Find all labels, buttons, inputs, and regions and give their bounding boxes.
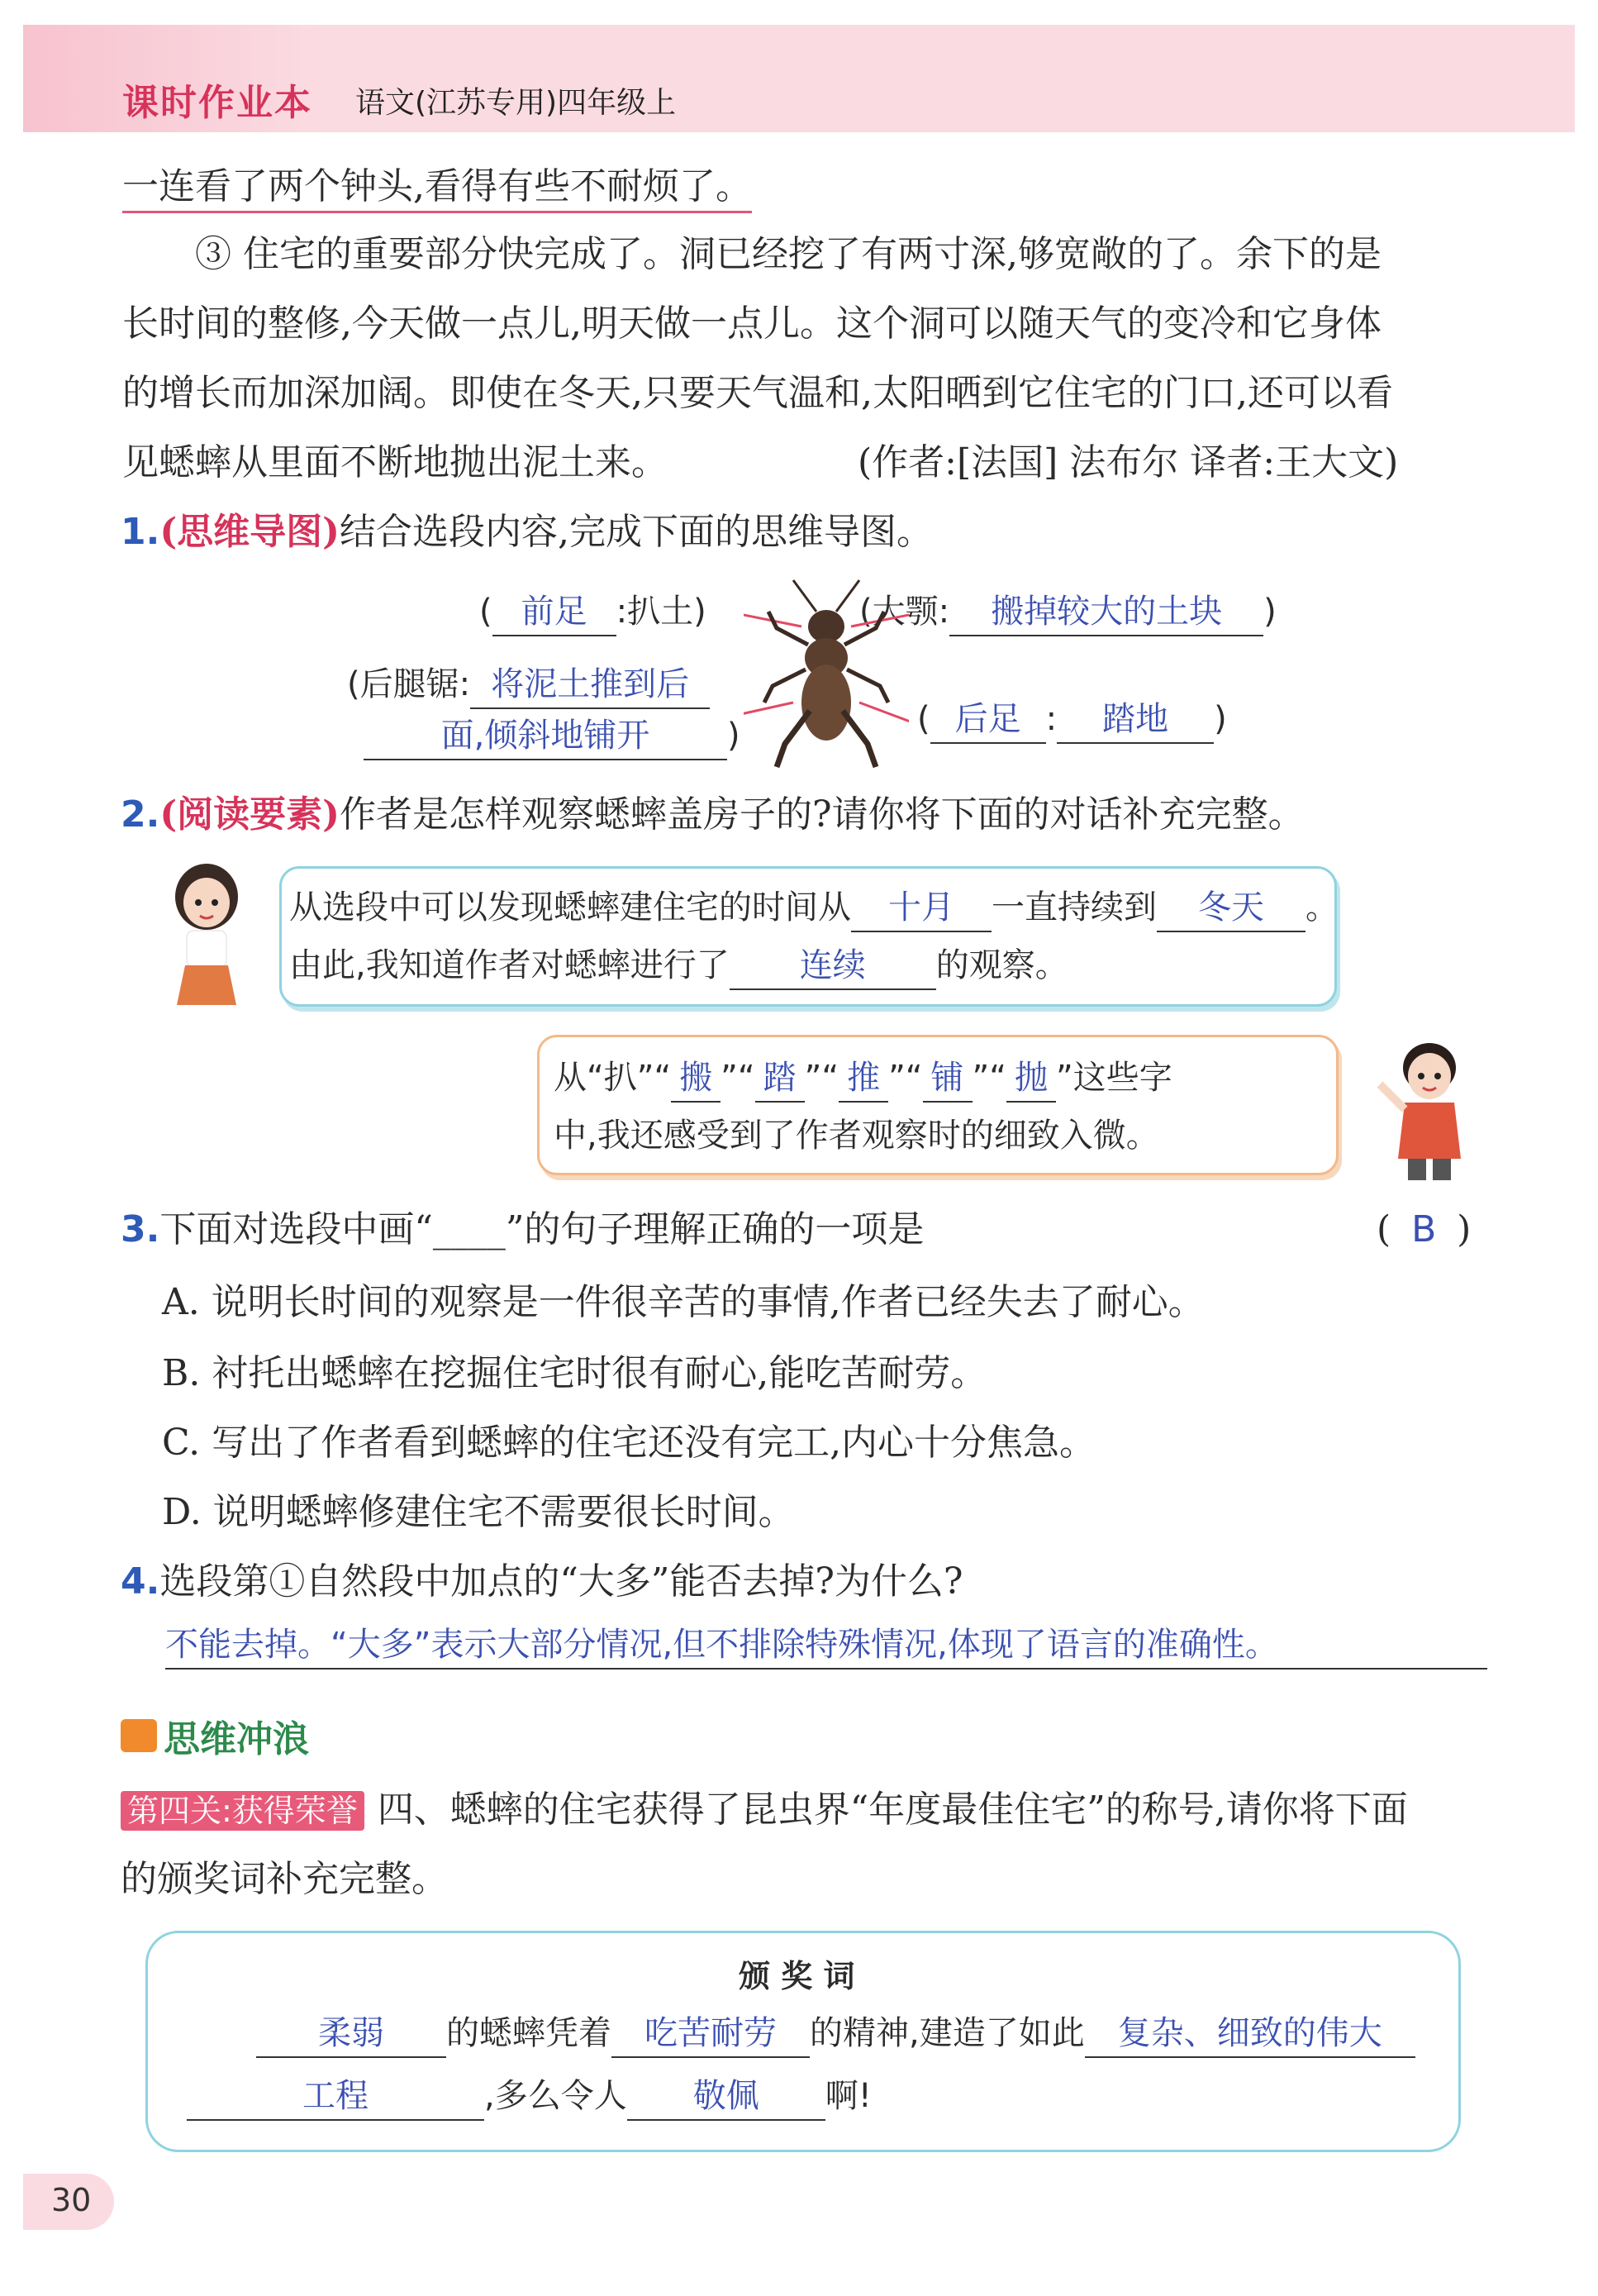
- award-line1: 柔弱 的蟋蟀凭着 吃苦耐劳 的精神,建造了如此 复杂、细致的伟大: [256, 2010, 1415, 2058]
- q4-answer: 不能去掉。“大多”表示大部分情况,但不排除特殊情况,体现了语言的准确性。: [165, 1626, 1278, 1664]
- q3-answer-box: ( B ): [1377, 1205, 1471, 1255]
- section-wave-icon: [121, 1719, 157, 1752]
- section-task-line2: 的颁奖词补充完整。: [121, 1858, 448, 1900]
- answer-verb-3[interactable]: 推: [839, 1055, 888, 1103]
- q1-prompt: 1.(思维导图)结合选段内容,完成下面的思维导图。: [121, 511, 933, 553]
- q3-option-d[interactable]: D. 说明蟋蟀修建住宅不需要很长时间。: [162, 1491, 795, 1533]
- q3-answer[interactable]: B: [1411, 1208, 1437, 1250]
- passage-line-0: 一连看了两个钟头,看得有些不耐烦了。: [122, 162, 752, 212]
- q4-answer-line[interactable]: [165, 1622, 1487, 1670]
- mindmap-node-hind-leg-saw-2: 面,倾斜地铺开 ): [364, 712, 740, 760]
- cricket-icon: [744, 579, 909, 769]
- answer-end-season[interactable]: 冬天: [1157, 884, 1306, 932]
- answer-hind-leg-saw-2[interactable]: 面,倾斜地铺开: [364, 712, 727, 760]
- bubble2-line2: 中,我还感受到了作者观察时的细致入微。: [554, 1117, 1159, 1155]
- answer-hind-feet[interactable]: 后足: [930, 696, 1046, 744]
- answer-verb-2[interactable]: 踏: [755, 1055, 805, 1103]
- bubble1-line2: 由此,我知道作者对蟋蟀进行了 连续 的观察。: [289, 942, 1068, 990]
- mindmap-node-hind-leg-saw: (后腿锯: 将泥土推到后: [347, 661, 710, 709]
- award-answer-3[interactable]: 复杂、细致的伟大: [1085, 2010, 1415, 2058]
- page-number: 30: [51, 2182, 92, 2218]
- award-title: 颁 奖 词: [739, 1958, 855, 1994]
- passage-line-4: 见蟋蟀从里面不断地抛出泥土来。: [122, 441, 668, 483]
- passage-line-3: 的增长而加深加阔。即使在冬天,只要天气温和,太阳晒到它住宅的门口,还可以看: [122, 372, 1393, 414]
- book-subtitle: 语文(江苏专用)四年级上: [355, 86, 677, 120]
- mindmap-node-front-legs: ( 前足 :扒土): [479, 588, 706, 636]
- q2-number: 2.: [121, 793, 160, 836]
- arrow-hind-leg: [744, 703, 793, 719]
- bubble1-line1: 从选段中可以发现蟋蟀建住宅的时间从 十月 一直持续到 冬天 。: [289, 884, 1339, 932]
- q3-option-a[interactable]: A. 说明长时间的观察是一件很辛苦的事情,作者已经失去了耐心。: [162, 1281, 1205, 1323]
- q3-option-c[interactable]: C. 写出了作者看到蟋蟀的住宅还没有完工,内心十分焦急。: [162, 1422, 1096, 1464]
- answer-start-month[interactable]: 十月: [851, 884, 992, 932]
- level-tag: 第四关:获得荣誉: [121, 1791, 364, 1831]
- bubble2-line1: 从“扒”“ 搬 ”“ 踏 ”“ 推 ”“ 铺 ”“ 抛 ”这些字: [554, 1055, 1172, 1103]
- q1-number: 1.: [121, 511, 160, 553]
- mindmap-node-hind-feet: ( 后足 : 踏地 ): [917, 696, 1227, 744]
- answer-front-legs[interactable]: 前足: [492, 588, 616, 636]
- award-answer-1[interactable]: 柔弱: [256, 2010, 446, 2058]
- award-answer-2[interactable]: 吃苦耐劳: [611, 2010, 810, 2058]
- girl-avatar: [157, 860, 256, 1008]
- q4-prompt: 4.选段第①自然段中加点的“大多”能否去掉?为什么?: [121, 1560, 963, 1603]
- answer-verb-4[interactable]: 铺: [923, 1055, 973, 1103]
- boy-avatar: [1372, 1035, 1487, 1184]
- arrow-hind-feet: [859, 703, 909, 727]
- award-answer-4[interactable]: 工程: [187, 2073, 484, 2121]
- mindmap-node-jaw: (大颚: 搬掉较大的土块 ): [859, 588, 1277, 636]
- section-title: 思维冲浪: [164, 1718, 309, 1760]
- answer-hind-leg-saw-1[interactable]: 将泥土推到后: [470, 661, 710, 709]
- answer-jaw[interactable]: 搬掉较大的土块: [949, 588, 1263, 636]
- passage-line-1: ③ 住宅的重要部分快完成了。洞已经挖了有两寸深,够宽敞的了。余下的是: [195, 233, 1382, 275]
- q4-number: 4.: [121, 1560, 160, 1603]
- brand-title: 课时作业本: [122, 82, 312, 124]
- award-line2: 工程 ,多么令人 敬佩 啊!: [187, 2073, 872, 2121]
- q3-option-b[interactable]: B. 衬托出蟋蟀在挖掘住宅时很有耐心,能吃苦耐劳。: [162, 1352, 987, 1394]
- answer-hind-feet-action[interactable]: 踏地: [1057, 696, 1214, 744]
- q1-tag: (思维导图): [159, 511, 340, 553]
- q3-prompt: 3.下面对选段中画“____”的句子理解正确的一项是: [121, 1208, 925, 1250]
- q2-prompt: 2.(阅读要素)作者是怎样观察蟋蟀盖房子的?请你将下面的对话补充完整。: [121, 793, 1305, 836]
- answer-verb-5[interactable]: 抛: [1006, 1055, 1056, 1103]
- q3-number: 3.: [121, 1208, 160, 1250]
- passage-line-2: 长时间的整修,今天做一点儿,明天做一点儿。这个洞可以随天气的变冷和它身体: [122, 302, 1382, 345]
- answer-verb-1[interactable]: 搬: [671, 1055, 721, 1103]
- q2-tag: (阅读要素): [159, 793, 340, 836]
- section-task-line1: 第四关:获得荣誉 四、蟋蟀的住宅获得了昆虫界“年度最佳住宅”的称号,请你将下面: [121, 1785, 1408, 1836]
- passage-credit: (作者:[法国] 法布尔 译者:王大文): [858, 441, 1399, 483]
- answer-observation-type[interactable]: 连续: [730, 942, 936, 990]
- award-answer-5[interactable]: 敬佩: [627, 2073, 825, 2121]
